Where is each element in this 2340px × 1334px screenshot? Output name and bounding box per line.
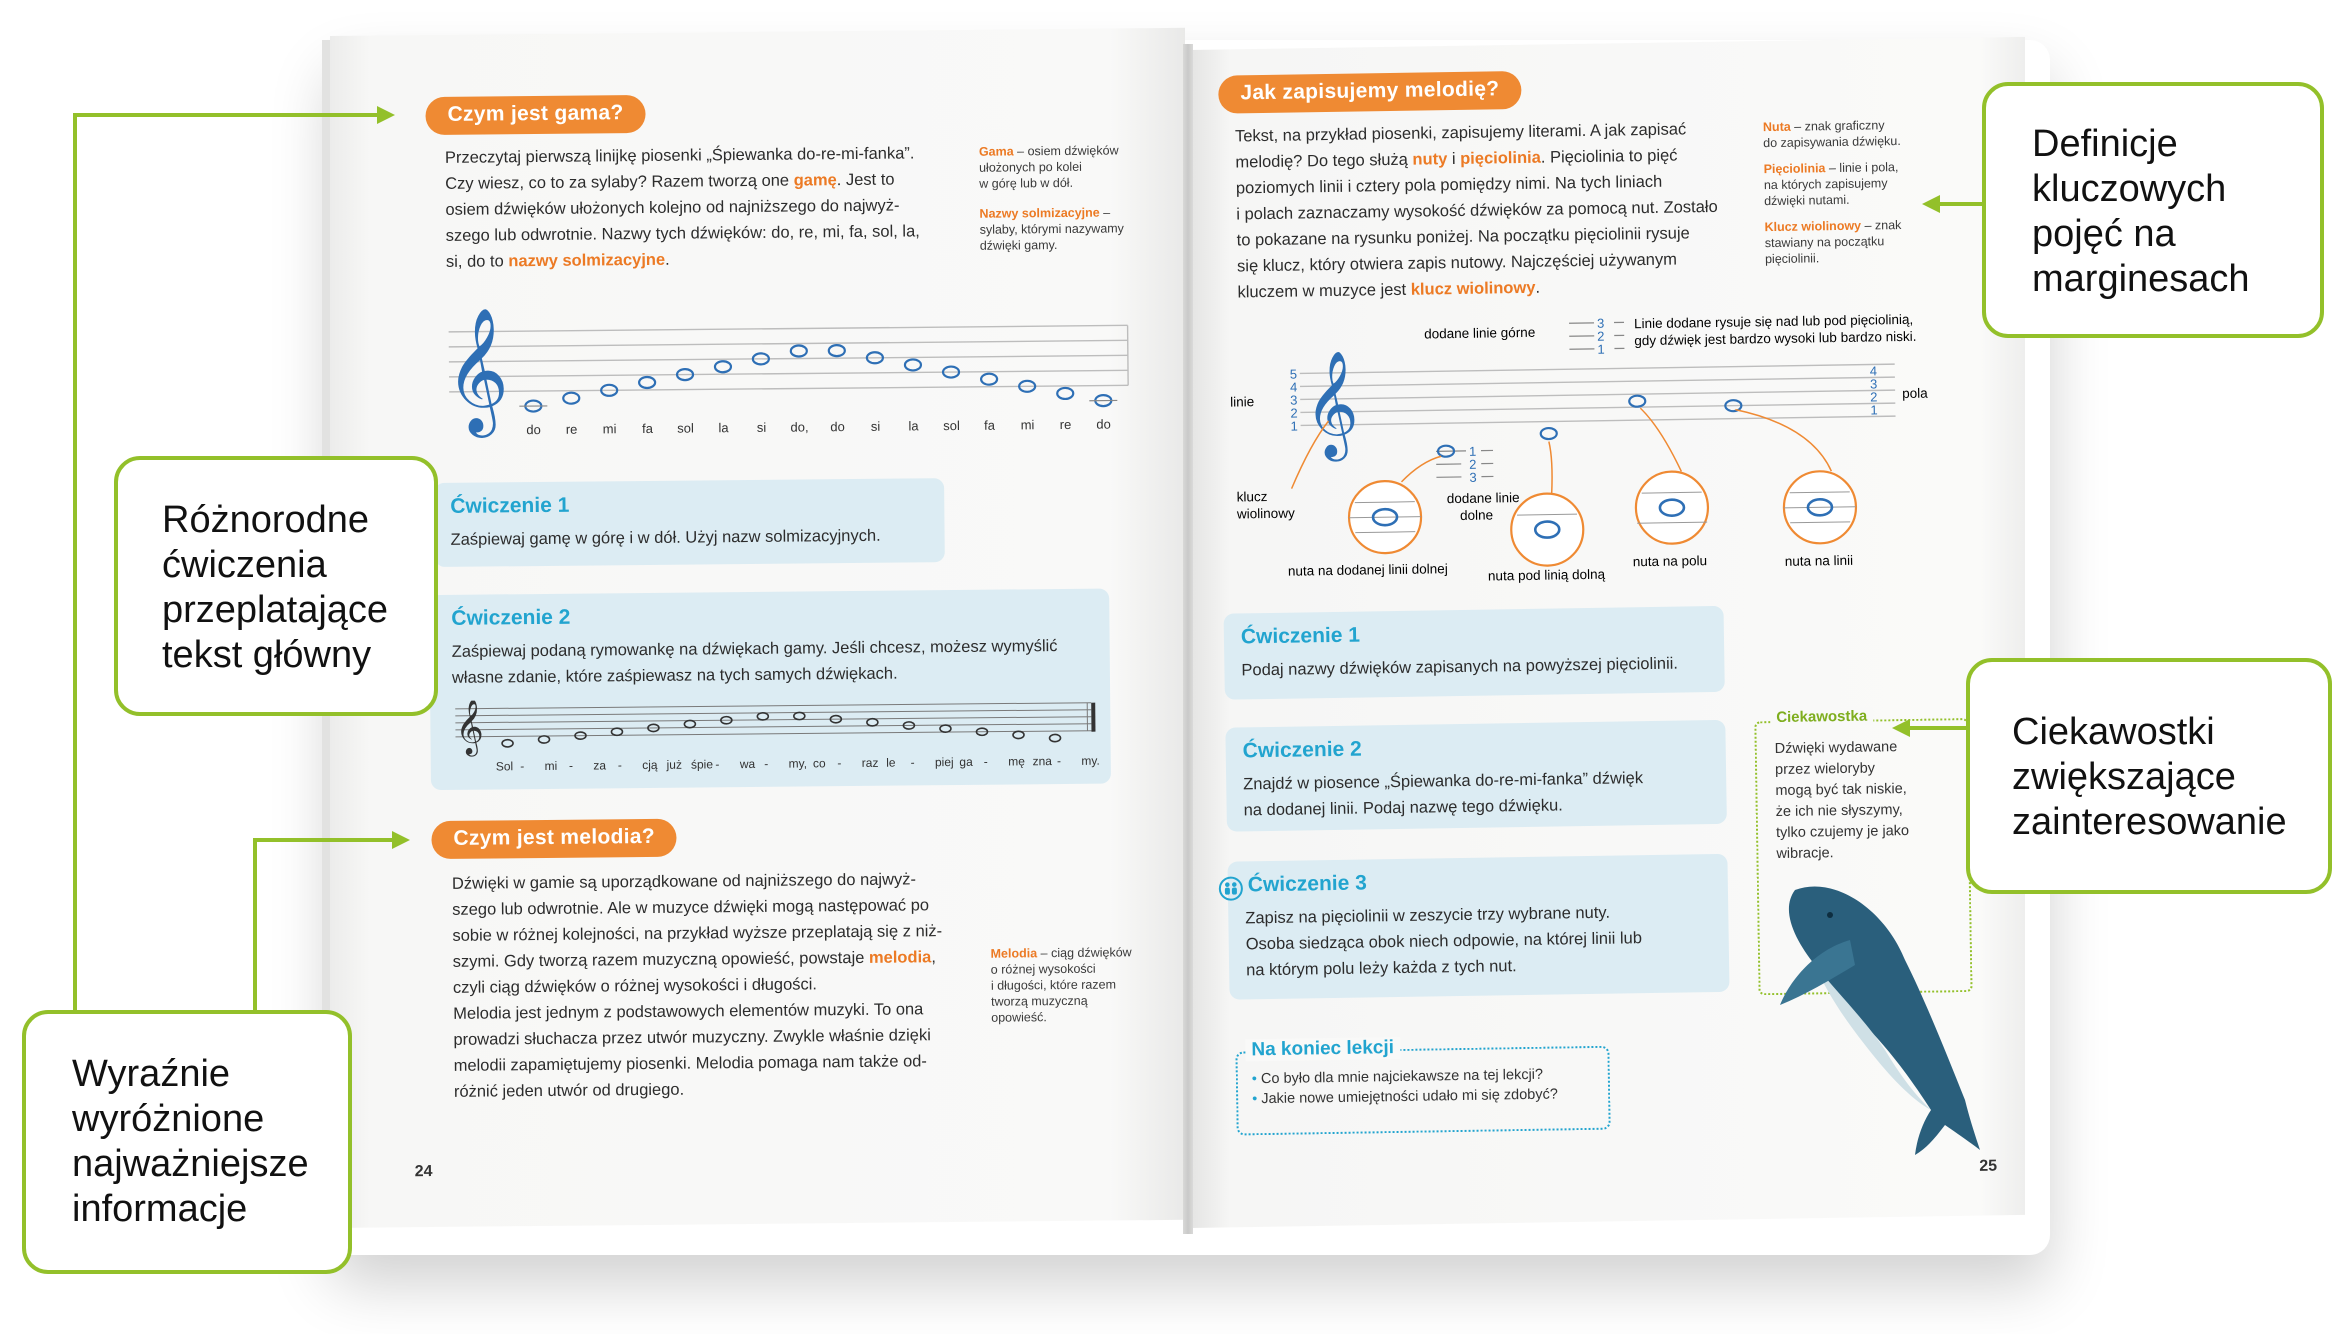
page-number: 24: [415, 1163, 433, 1181]
page-number: 25: [1979, 1158, 1997, 1176]
callout-line: przeplatające: [162, 588, 434, 633]
ledger-num: 3: [1597, 316, 1604, 331]
exercise-2-title: Ćwiczenie 2: [451, 606, 570, 631]
margin-term: Gama: [979, 144, 1014, 158]
callout-line: wyróżnione: [72, 1097, 348, 1142]
line-num: 3: [1290, 393, 1297, 408]
lyric-syllable: już: [666, 758, 682, 772]
summary-item-text: Jakie nowe umiejętności udało mi się zdobyć?: [1261, 1087, 1558, 1108]
lyric-syllable: raz: [862, 756, 879, 770]
callout-line: kluczowych: [2032, 167, 2320, 212]
keyword-klucz-wiolinowy: klucz wiolinowy: [1411, 279, 1536, 299]
text-run: szego lub odwrotnie. Nazwy tych dźwięków: do, re, mi, fa, sol, la,: [446, 222, 920, 245]
text-line: to pokazane na rysunku poniżej. Na początku pięciolinii rysuje: [1236, 220, 1736, 254]
exercise-1-title: Ćwiczenie 1: [450, 494, 569, 519]
summary-title: Na koniec lekcji: [1245, 1037, 1400, 1061]
margin-def: stawiany na początku: [1765, 232, 1945, 251]
syllable-label: si: [757, 420, 767, 435]
exercise-r1-title: Ćwiczenie 1: [1241, 624, 1360, 650]
text-line: Dźwięki wydawane: [1775, 737, 1908, 760]
margin-def: – znak graficzny: [1791, 118, 1885, 133]
fields-label: pola: [1902, 386, 1928, 401]
margin-def: tworzą muzyczną: [991, 992, 1161, 1010]
text-line: Znajdź w piosence „Śpiewanka do-re-mi-fanka” dźwięk: [1243, 765, 1643, 797]
caption-line: nuta na linii: [1785, 553, 1854, 569]
callout-line: tekst główny: [162, 633, 434, 678]
margin-def: i długości, które razem: [991, 976, 1161, 994]
lyric-syllable: my.: [1081, 754, 1100, 768]
line-num: 1: [1290, 419, 1297, 434]
lyric-syllable: -: [715, 757, 719, 771]
caption-below-line: nuta pod linią dolną: [1488, 567, 1606, 584]
lyric-syllable: cją: [642, 758, 658, 772]
text-line: i polach zaznaczamy wysokość dźwięków za pomocą nut. Zostało: [1236, 194, 1736, 228]
ledger-num: 1: [1469, 444, 1476, 459]
exercise-r1-text: Podaj nazwy dźwięków zapisanych na powyższej pięciolinii.: [1241, 651, 1678, 684]
ledger-num: 3: [1469, 470, 1476, 485]
text-line: Tekst, na przykład piosenki, zapisujemy literami. A jak zapisać: [1235, 116, 1735, 150]
field-num: 3: [1870, 376, 1877, 391]
lyric-syllable: le: [886, 756, 896, 770]
lyric-syllable: -: [837, 756, 841, 770]
text-line: różnić jeden utwór od drugiego.: [454, 1074, 974, 1105]
lyric-syllable: co: [813, 756, 826, 770]
clef-label-1: klucz: [1237, 489, 1268, 504]
text-run: Przeczytaj pierwszą linijkę piosenki „Śpiewanka do-re-mi-fanka”.: [445, 144, 915, 167]
lyric-syllable: śpie: [691, 757, 713, 771]
keyword-pieciolinia: pięciolinia: [1460, 149, 1541, 168]
lyric-syllable: zna: [1032, 754, 1052, 768]
text-line: prowadzi słuchacza przez utwór muzyczny. Zwykle właśnie dzięki: [453, 1022, 973, 1053]
margin-term: Nuta: [1763, 120, 1791, 134]
lower-ledger-label-2: dolne: [1460, 507, 1493, 523]
callout-line: Ciekawostki: [2012, 710, 2328, 755]
lyric-syllable: -: [764, 757, 768, 771]
margin-def: – ciąg dźwięków: [1037, 945, 1132, 960]
lyric-syllable: -: [520, 759, 524, 773]
text-line: Zapisz na pięciolinii w zeszycie trzy wybrane nuty.: [1245, 899, 1642, 931]
summary-item-text: Co było dla mnie najciekawsze na tej lekcji?: [1261, 1067, 1543, 1087]
lyric-syllable: mi: [545, 759, 558, 773]
line-num: 4: [1290, 380, 1297, 395]
line-num: 2: [1290, 406, 1297, 421]
callout-exercises: [114, 456, 438, 716]
callout-line: informacje: [72, 1187, 348, 1232]
lyric-syllable: mę: [1008, 754, 1025, 768]
curiosity-title: Ciekawostka: [1770, 708, 1873, 727]
text-run: . Pięciolinia to pięć: [1541, 147, 1678, 167]
text-run: .: [665, 251, 670, 269]
callout-line: ćwiczenia: [162, 543, 434, 588]
text-line: Osoba siedząca obok niech odpowie, na której linii lub: [1246, 925, 1643, 957]
margin-def: w górę lub w dół.: [979, 174, 1149, 192]
lyric-syllable: ga: [959, 755, 973, 769]
text-run: ,: [931, 948, 936, 966]
upper-note-line2: gdy dźwięk jest bardzo wysoki lub bardzo niski.: [1634, 329, 1916, 348]
line-num: 5: [1290, 367, 1297, 382]
text-line: przez wieloryby: [1775, 758, 1908, 781]
callout-definitions: [1982, 82, 2324, 338]
callout-line: Wyraźnie: [72, 1052, 348, 1097]
syllable-label: la: [908, 418, 919, 433]
margin-def: do zapisywania dźwięku.: [1763, 132, 1943, 151]
text-run: melodię? Do tego służą: [1235, 151, 1412, 172]
lyric-syllable: piej: [935, 755, 954, 769]
syllable-label: mi: [1021, 417, 1035, 432]
text-line: poziomych linii i cztery pola pomiędzy nimi. Na tych liniach: [1236, 168, 1736, 202]
callout-line: pojęć na: [2032, 212, 2320, 257]
treble-clef-icon: 𝄞: [444, 307, 509, 438]
syllable-label: la: [718, 420, 729, 435]
text-run: si, do to: [446, 252, 509, 271]
lines-label: linie: [1230, 394, 1254, 409]
text-line: że ich nie słyszymy,: [1776, 800, 1909, 823]
margin-term: Nazwy solmizacyjne: [979, 206, 1099, 221]
exercise-r2-title: Ćwiczenie 2: [1243, 738, 1362, 764]
exercise-1-text: Zaśpiewaj gamę w górę i w dół. Użyj nazw solmizacyjnych.: [450, 523, 880, 553]
callout-line: Definicje: [2032, 122, 2320, 167]
ledger-num: 2: [1597, 329, 1604, 344]
lyric-syllable: -: [618, 758, 622, 772]
connector-arrowheads: [377, 106, 1940, 849]
callout-line: zwiększające: [2012, 755, 2328, 800]
syllable-label: re: [566, 422, 578, 437]
lyric-syllable: -: [911, 755, 915, 769]
callout-line: najważniejsze: [72, 1142, 348, 1187]
text-run: osiem dźwięków ułożonych kolejno od najniższego do najwyż-: [445, 197, 899, 219]
margin-def: na których zapisujemy: [1764, 174, 1944, 193]
syllable-label: do: [830, 419, 845, 434]
ledger-num: 2: [1469, 457, 1476, 472]
margin-def: – linie i pola,: [1825, 160, 1898, 175]
keyword-nuty: nuty: [1412, 150, 1447, 169]
margin-def: – znak: [1861, 218, 1902, 233]
treble-clef-icon: 𝄞: [1303, 350, 1359, 463]
margin-def: ułożonych po kolei: [979, 158, 1149, 176]
section-title-melodia: Czym jest melodia?: [431, 819, 677, 859]
syllable-label: mi: [603, 421, 617, 436]
margin-term: Klucz wiolinowy: [1764, 219, 1861, 235]
syllable-label: do: [526, 422, 541, 437]
margin-term: Pięciolinia: [1764, 161, 1826, 176]
callout-line: Różnorodne: [162, 498, 434, 543]
text-line: szego lub odwrotnie. Ale w muzyce dźwięki mogą następować po: [452, 892, 972, 923]
syllable-label: re: [1060, 417, 1072, 432]
margin-def: sylaby, którymi nazywamy: [980, 220, 1150, 238]
text-run: . Jest to: [837, 171, 895, 190]
syllable-label: fa: [984, 418, 996, 433]
field-num: 1: [1870, 402, 1877, 417]
text-line: wibracje.: [1776, 842, 1909, 865]
lyric-syllable: Sol: [496, 759, 513, 773]
syllable-label: do,: [790, 419, 808, 434]
margin-def: o różnej wysokości: [991, 960, 1161, 978]
caption-field: nuta na polu: [1633, 553, 1708, 569]
clef-label-2: wiolinowy: [1236, 506, 1295, 522]
margin-term: Melodia: [991, 946, 1038, 960]
lyric-syllable: -: [1057, 754, 1061, 768]
syllable-label: si: [871, 419, 881, 434]
margin-def: – osiem dźwięków: [1014, 143, 1119, 158]
text-line: się klucz, który otwiera zapis nutowy. Najczęściej używanym: [1237, 246, 1737, 280]
lyric-syllable: -: [569, 759, 573, 773]
lyric-syllable: -: [984, 755, 988, 769]
callout-line: zainteresowanie: [2012, 800, 2328, 845]
ledger-num: 1: [1597, 342, 1604, 357]
summary-item: • Co było dla mnie najciekawsze na tej lekcji?: [1252, 1065, 1558, 1090]
callout-highlighted: [22, 1010, 352, 1274]
summary-item: • Jakie nowe umiejętności udało mi się zdobyć?: [1252, 1085, 1558, 1110]
text-line: tylko czujemy je jako: [1776, 821, 1909, 844]
margin-def: dźwięki gamy.: [980, 236, 1150, 254]
text-line: Dźwięki w gamie są uporządkowane od najniższego do najwyż-: [452, 866, 972, 897]
callout-curiosities: [1966, 658, 2332, 894]
caption-ledger: nuta na dodanej linii dolnej: [1288, 561, 1448, 579]
lower-ledger-label-1: dodane linie: [1447, 490, 1520, 506]
margin-def: –: [1100, 206, 1111, 220]
text-line: Melodia jest jednym z podstawowych elementów muzyki. To ona: [453, 996, 973, 1027]
keyword-nazwy-solmizacyjne: nazwy solmizacyjne: [508, 251, 665, 271]
text-run: i: [1447, 150, 1460, 168]
keyword-gama: gamę: [794, 171, 837, 189]
treble-clef-icon: 𝄞: [455, 699, 484, 757]
keyword-melodia: melodia: [869, 948, 932, 967]
text-line: czyli ciąg dźwięków o różnej wysokości i długości.: [453, 970, 973, 1001]
text-line: na dodanej linii. Podaj nazwę tego dźwięku.: [1243, 791, 1643, 823]
lyric-syllable: za: [593, 758, 606, 772]
text-run: kluczem w muzyce jest: [1237, 281, 1411, 302]
section-title-gama: Czym jest gama?: [425, 95, 645, 135]
margin-def: opowieść.: [991, 1008, 1161, 1026]
text-run: szymi. Gdy tworzą razem muzyczną opowieść, powstaje: [453, 949, 869, 971]
field-num: 2: [1870, 389, 1877, 404]
lyric-syllable: my,: [789, 756, 808, 770]
upper-note-line1: Linie dodane rysuje się nad lub pod pięciolinią,: [1634, 312, 1913, 331]
text-line: melodii zapamiętujemy piosenki. Melodia pomaga nam także od-: [454, 1048, 974, 1079]
margin-def: pięciolinii.: [1765, 248, 1945, 267]
text-run: .: [1535, 279, 1540, 297]
upper-ledger-label: dodane linie górne: [1424, 325, 1535, 342]
callout-line: marginesach: [2032, 257, 2320, 302]
text-line: własne zdanie, które zaśpiewasz na tych samych dźwiękach.: [452, 659, 1058, 691]
syllable-label: sol: [943, 418, 960, 433]
exercise-r3-title: Ćwiczenie 3: [1248, 871, 1367, 897]
syllable-label: sol: [677, 421, 694, 436]
text-line: sobie w różnej kolejności, na przykład wyższe przeplatają się z niż-: [452, 918, 972, 949]
margin-def: dźwięki nutami.: [1764, 190, 1944, 209]
text-line: Zaśpiewaj podaną rymowankę na dźwiękach gamy. Jeśli chcesz, możesz wymyślić: [452, 633, 1058, 665]
text-line: mogą być tak niskie,: [1775, 779, 1908, 802]
syllable-label: fa: [642, 421, 654, 436]
text-run: Czy wiesz, co to za sylaby? Razem tworzą one: [445, 172, 794, 193]
section-title-melodia-zapis: Jak zapisujemy melodię?: [1218, 71, 1522, 114]
lyric-syllable: wa: [739, 757, 756, 771]
field-num: 4: [1870, 363, 1877, 378]
text-line: na którym polu leży każda z tych nut.: [1246, 951, 1643, 983]
syllable-label: do: [1096, 417, 1111, 432]
